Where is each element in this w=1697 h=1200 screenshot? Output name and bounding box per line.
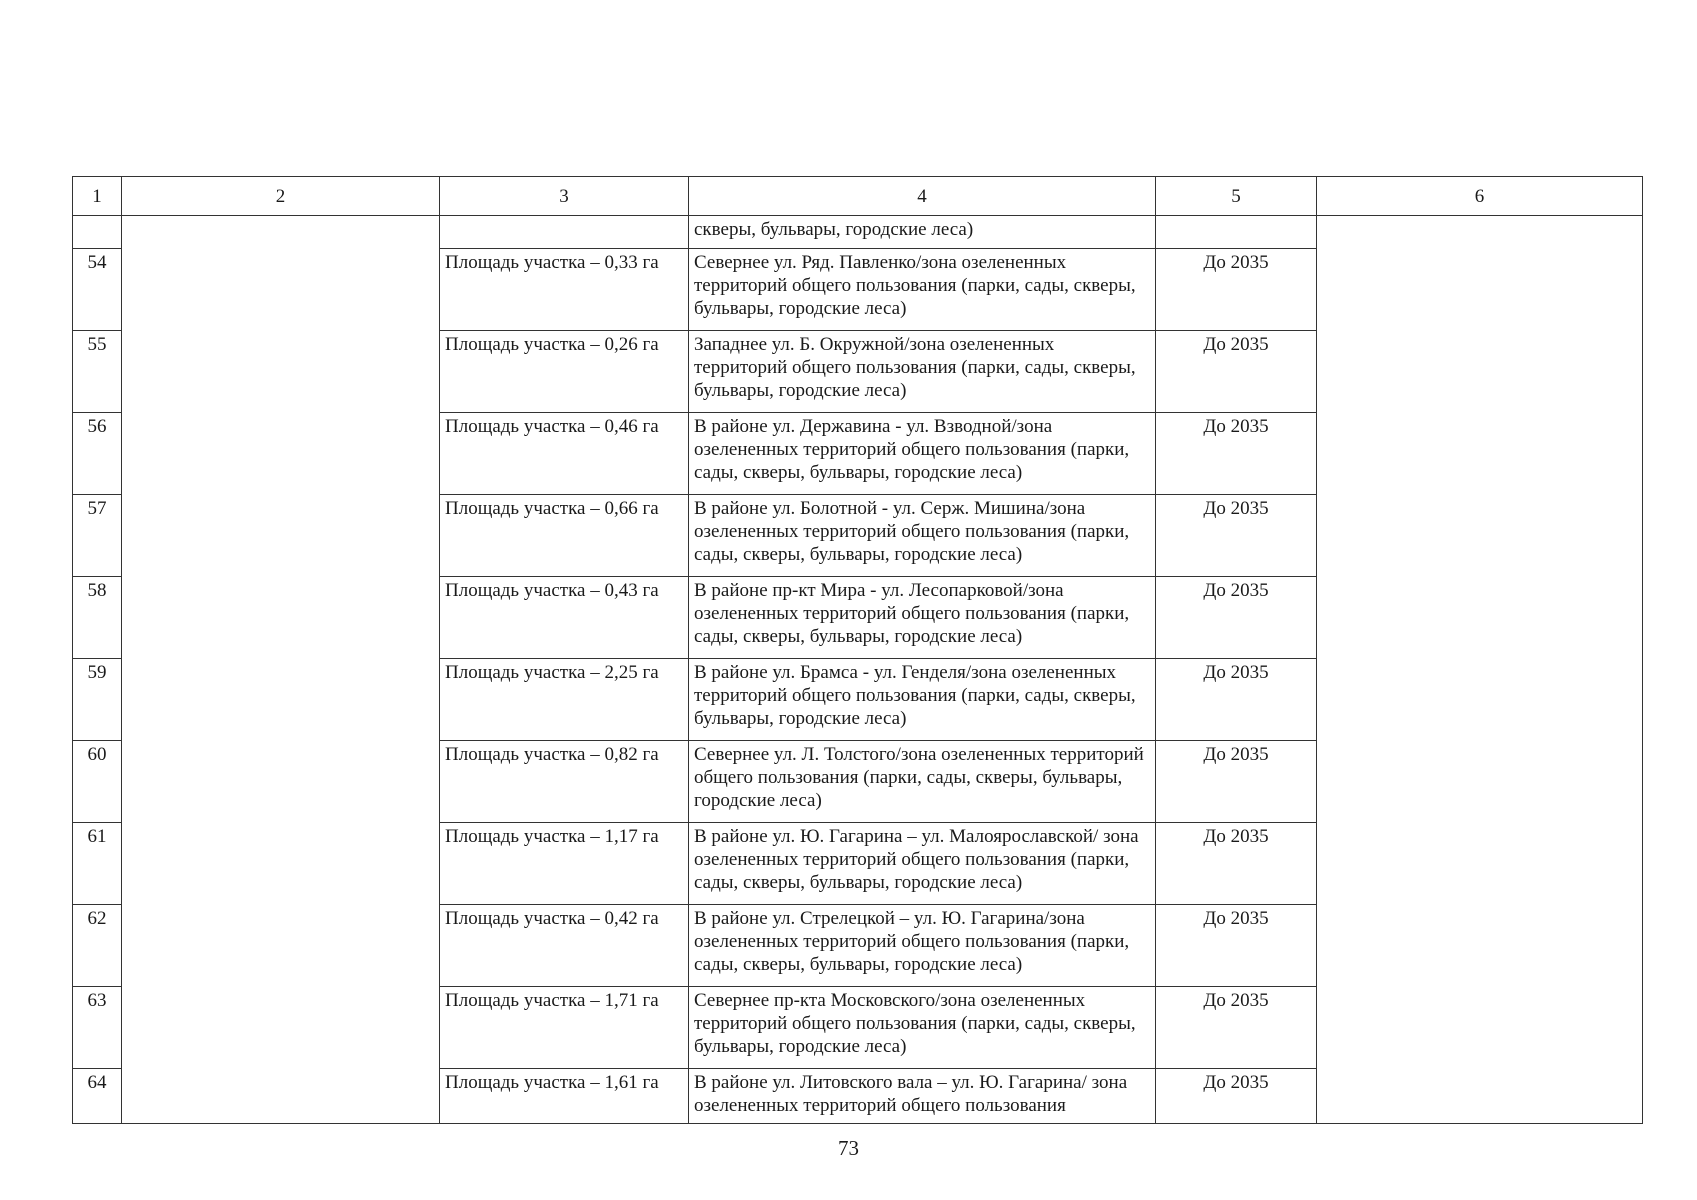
column-header-5: 5	[1156, 177, 1317, 216]
column-header-4: 4	[689, 177, 1156, 216]
cell-term: До 2035	[1156, 495, 1317, 577]
continuation-row	[73, 216, 1643, 249]
document-table	[72, 176, 1643, 1124]
cell-num: 58	[73, 577, 122, 659]
cell-desc: В районе ул. Державина - ул. Взводной/зона озелененных территорий общего пользования (парки, сады, скверы, бульвары, городские леса)	[689, 413, 1156, 495]
cell-area: Площадь участка – 0,82 га	[440, 741, 689, 823]
cell-area: Площадь участка – 0,43 га	[440, 577, 689, 659]
cell-term: До 2035	[1156, 1069, 1317, 1124]
cell-area	[440, 216, 689, 249]
cell-area: Площадь участка – 0,42 га	[440, 905, 689, 987]
cell-area: Площадь участка – 0,46 га	[440, 413, 689, 495]
cell-num: 56	[73, 413, 122, 495]
cell-num: 62	[73, 905, 122, 987]
cell-num: 55	[73, 331, 122, 413]
cell-term: До 2035	[1156, 905, 1317, 987]
merged-column-2	[122, 216, 440, 1124]
column-header-1: 1	[73, 177, 122, 216]
cell-num: 64	[73, 1069, 122, 1124]
cell-area: Площадь участка – 1,17 га	[440, 823, 689, 905]
cell-term: До 2035	[1156, 741, 1317, 823]
cell-area: Площадь участка – 0,26 га	[440, 331, 689, 413]
cell-desc: В районе пр-кт Мира - ул. Лесопарковой/зона озелененных территорий общего пользования (парки, сады, скверы, бульвары, городские леса)	[689, 577, 1156, 659]
cell-term: До 2035	[1156, 823, 1317, 905]
page-number: 73	[838, 1136, 859, 1160]
cell-num: 57	[73, 495, 122, 577]
cell-num: 60	[73, 741, 122, 823]
column-header-6: 6	[1317, 177, 1643, 216]
cell-desc: В районе ул. Брамса - ул. Генделя/зона озелененных территорий общего пользования (парки, сады, скверы, бульвары, городские леса)	[689, 659, 1156, 741]
cell-term: До 2035	[1156, 331, 1317, 413]
header-row	[73, 177, 1643, 216]
cell-area: Площадь участка – 0,66 га	[440, 495, 689, 577]
cell-area: Площадь участка – 0,33 га	[440, 249, 689, 331]
merged-column-6	[1317, 216, 1643, 1124]
cell-desc: В районе ул. Стрелецкой – ул. Ю. Гагарина/зона озелененных территорий общего пользования (парки, сады, скверы, бульвары, городские леса)	[689, 905, 1156, 987]
cell-num: 63	[73, 987, 122, 1069]
column-header-3: 3	[440, 177, 689, 216]
cell-desc: В районе ул. Ю. Гагарина – ул. Малоярославской/ зона озелененных территорий общего пользования (парки, сады, скверы, бульвары, городские леса)	[689, 823, 1156, 905]
cell-term: До 2035	[1156, 413, 1317, 495]
cell-num: 54	[73, 249, 122, 331]
cell-desc: В районе ул. Литовского вала – ул. Ю. Гагарина/ зона озелененных территорий общего пользования	[689, 1069, 1156, 1124]
cell-term: До 2035	[1156, 659, 1317, 741]
cell-desc: Севернее ул. Ряд. Павленко/зона озелененных территорий общего пользования (парки, сады, скверы, бульвары, городские леса)	[689, 249, 1156, 331]
cell-area: Площадь участка – 2,25 га	[440, 659, 689, 741]
cell-num	[73, 216, 122, 249]
cell-num: 59	[73, 659, 122, 741]
cell-desc: Севернее ул. Л. Толстого/зона озелененных территорий общего пользования (парки, сады, скверы, бульвары, городские леса)	[689, 741, 1156, 823]
cell-term	[1156, 216, 1317, 249]
cell-desc: В районе ул. Болотной - ул. Серж. Мишина/зона озелененных территорий общего пользования (парки, сады, скверы, бульвары, городские леса)	[689, 495, 1156, 577]
cell-desc: скверы, бульвары, городские леса)	[689, 216, 1156, 249]
cell-desc: Севернее пр-кта Московского/зона озелененных территорий общего пользования (парки, сады, скверы, бульвары, городские леса)	[689, 987, 1156, 1069]
cell-term: До 2035	[1156, 577, 1317, 659]
cell-area: Площадь участка – 1,61 га	[440, 1069, 689, 1124]
cell-term: До 2035	[1156, 987, 1317, 1069]
column-header-2: 2	[122, 177, 440, 216]
cell-area: Площадь участка – 1,71 га	[440, 987, 689, 1069]
cell-term: До 2035	[1156, 249, 1317, 331]
cell-desc: Западнее ул. Б. Окружной/зона озелененных территорий общего пользования (парки, сады, скверы, бульвары, городские леса)	[689, 331, 1156, 413]
cell-num: 61	[73, 823, 122, 905]
